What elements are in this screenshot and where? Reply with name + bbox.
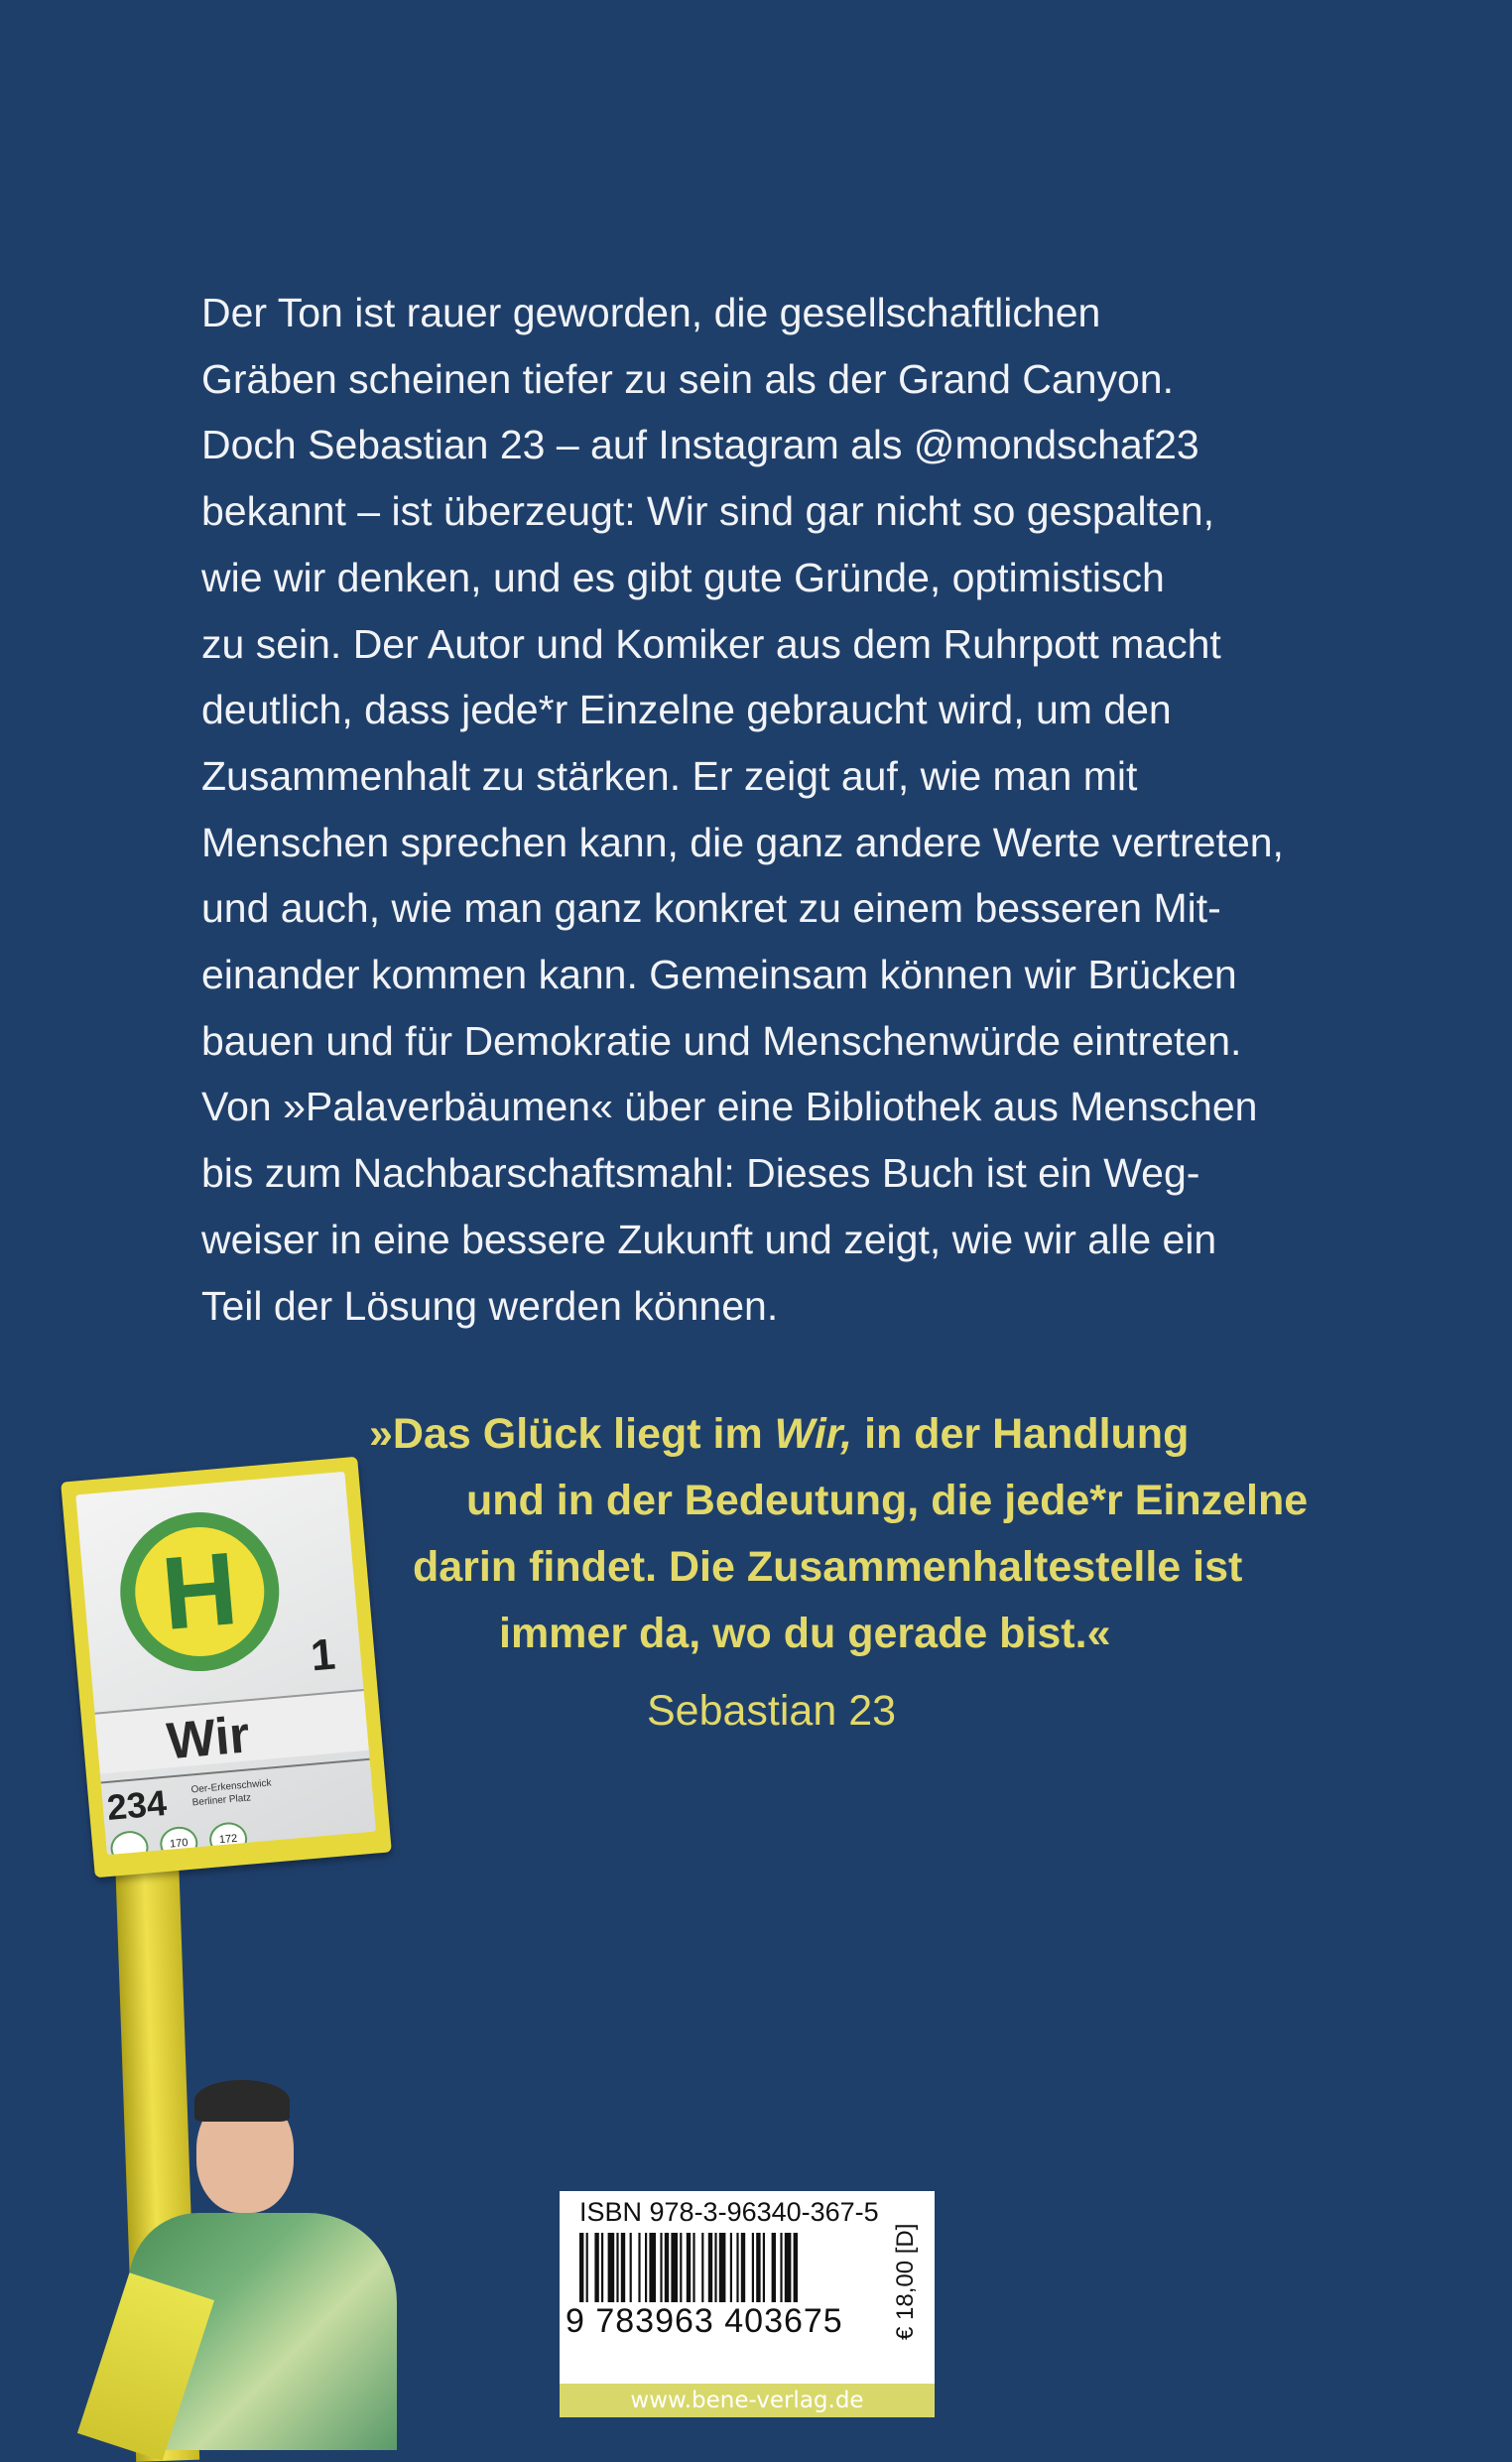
transit-logo-icon xyxy=(109,1830,150,1856)
blurb-line: Menschen sprechen kann, die ganz andere Werte vertreten, xyxy=(201,819,1284,865)
blurb-line: zu sein. Der Autor und Komiker aus dem Ruhrpott macht xyxy=(201,620,1221,667)
quote-line-2: und in der Bedeutung, die jede*r Einzelne xyxy=(466,1477,1309,1524)
blurb-line: einander kommen kann. Gemeinsam können wir Brücken xyxy=(201,952,1237,998)
blurb-line: und auch, wie man ganz konkret zu einem besseren Mit- xyxy=(201,885,1221,932)
sign-route-text: Oer-Erkenschwick Berliner Platz xyxy=(190,1777,272,1809)
blurb-line: Von »Palaverbäumen« über eine Bibliothek aus Menschen xyxy=(201,1084,1258,1130)
blurb-line: Gräben scheinen tiefer zu sein als der Grand Canyon. xyxy=(201,355,1174,402)
author-photo xyxy=(109,2074,437,2450)
blurb-line: Zusammenhalt zu stärken. Er zeigt auf, wie man mit xyxy=(201,752,1138,799)
blurb-line: bekannt – ist überzeugt: Wir sind gar nicht so gespalten, xyxy=(201,488,1215,535)
isbn-text: ISBN 978-3-96340-367-5 xyxy=(579,2197,879,2227)
blurb-line: wie wir denken, und es gibt gute Gründe, optimistisch xyxy=(201,554,1165,600)
sign-route-number: 234 xyxy=(105,1781,169,1828)
barcode-box xyxy=(560,2191,935,2384)
sign-badge: 170 xyxy=(159,1825,199,1855)
quote-author: Sebastian 23 xyxy=(647,1687,897,1735)
blurb-line: Teil der Lösung werden können. xyxy=(201,1282,779,1329)
back-cover-blurb xyxy=(201,280,1352,1339)
bus-stop-sign xyxy=(61,1457,392,1879)
barcode-digits: 9 783963 403675 xyxy=(566,2302,843,2340)
quote-emphasis: Wir, xyxy=(774,1410,853,1458)
barcode-icon xyxy=(579,2233,887,2308)
blurb-line: Der Ton ist rauer geworden, die gesellschaftlichen xyxy=(201,290,1101,335)
sign-badge: 172 xyxy=(208,1821,249,1855)
sign-panel xyxy=(75,1472,376,1855)
price-label: € 18,00 [D] xyxy=(892,2223,919,2340)
blurb-line: Doch Sebastian 23 – auf Instagram als @mondschaf23 xyxy=(201,422,1199,468)
blurb-line: deutlich, dass jede*r Einzelne gebraucht wird, um den xyxy=(201,687,1172,733)
blurb-line: weiser in eine bessere Zukunft und zeigt, wie wir alle ein xyxy=(201,1216,1217,1262)
quote-line-4: immer da, wo du gerade bist.« xyxy=(499,1610,1111,1657)
blurb-line: bis zum Nachbarschaftsmahl: Dieses Buch ist ein Weg- xyxy=(201,1150,1200,1197)
sign-stop-name: Wir xyxy=(164,1706,252,1771)
sign-number: 1 xyxy=(309,1629,337,1681)
person-cap xyxy=(194,2080,290,2122)
quote-line-1: »Das Glück liegt im Wir, in der Handlung xyxy=(369,1410,1190,1458)
blurb-line: bauen und für Demokratie und Menschenwürde eintreten. xyxy=(201,1017,1242,1064)
bus-stop-h-icon: H xyxy=(114,1505,286,1677)
quote-line-3: darin findet. Die Zusammenhaltestelle ist xyxy=(413,1543,1243,1591)
publisher-url: www.bene-verlag.de xyxy=(560,2384,935,2417)
